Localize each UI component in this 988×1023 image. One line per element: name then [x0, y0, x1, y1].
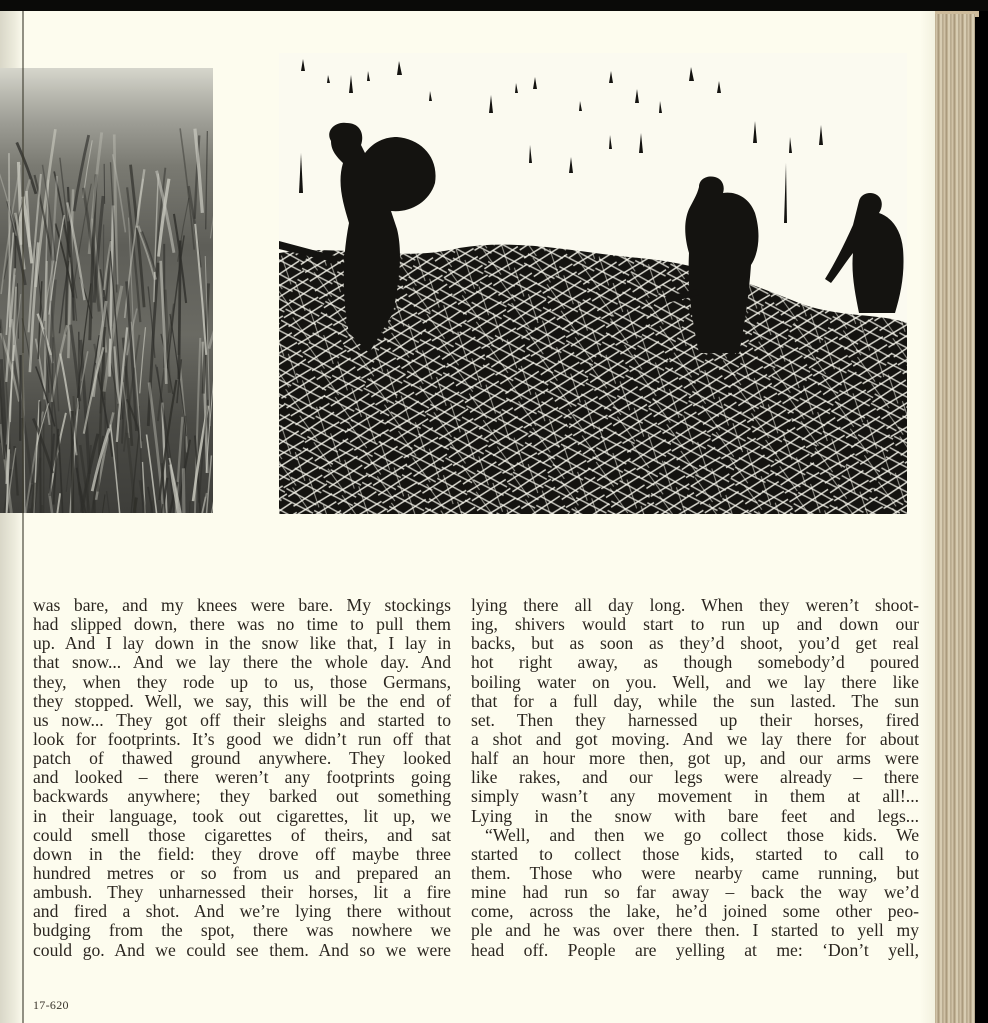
soldiers-photograph	[279, 53, 907, 514]
text-line: them. Those who were nearby came running, but	[471, 862, 919, 883]
soldiers-silhouette	[279, 53, 907, 514]
text-line: could go. And we could see them. And so we were	[33, 939, 451, 960]
text-line: half an hour more then, got up, and our arms were	[471, 748, 919, 769]
grass-stroke	[187, 501, 190, 513]
grass-stroke	[195, 224, 206, 355]
text-line: us now... They got off their sleighs and started to	[33, 709, 451, 730]
text-line: that snow... And we lay there the whole day. And	[33, 652, 451, 673]
text-line: ambush. They unharnessed their horses, lit a fire	[33, 882, 451, 903]
grass-stroke	[94, 500, 97, 513]
text-line: set. Then they harnessed up their horses, fired	[471, 709, 919, 730]
grass-stroke	[209, 306, 213, 349]
grass-stroke	[178, 198, 189, 262]
gutter-line	[22, 11, 24, 1023]
grass-stroke	[127, 433, 141, 513]
page-folio: 17-620	[33, 998, 69, 1012]
text-line: like rakes, and our legs were already – there	[471, 767, 919, 788]
page-fore-edge-shading	[920, 11, 936, 1023]
grass-stroke	[107, 491, 113, 513]
text-line: patch of thawed ground anywhere. They looked	[33, 748, 451, 769]
grass-stroke	[210, 134, 213, 238]
grass-stroke	[140, 327, 146, 393]
scan-top-band	[0, 0, 988, 11]
grass-stroke	[206, 131, 208, 229]
text-line: could smell those cigarettes of theirs, and sat	[33, 824, 451, 845]
text-line: in their language, took out cigarettes, lit up, we	[33, 805, 451, 826]
grass-stroke	[137, 169, 145, 227]
text-line: Lying in the snow with bare feet and legs...	[471, 805, 919, 826]
text-line: ing, shivers would start to run up and down our	[471, 614, 919, 635]
grass-stroke	[72, 411, 73, 513]
text-line: had slipped down, there was no time to pull them	[33, 614, 451, 635]
grass-stroke	[183, 468, 185, 513]
text-line: they, when they rode up to us, those Germans,	[33, 671, 451, 692]
text-line: boiling water on you. Well, and we lay there like	[471, 671, 919, 692]
text-line: come, across the lake, he’d joined some other peo-	[471, 901, 919, 922]
text-line: backs, but as soon as they’d shoot, you’d get real	[471, 633, 919, 654]
text-line: and fired a shot. And we’re lying there without	[33, 901, 451, 922]
text-line: ple and he was over there then. I started to yell my	[471, 920, 919, 941]
grass-stroke	[110, 205, 114, 376]
text-line: mine had run so far away – back the way we’d	[471, 882, 919, 903]
text-line: “Well, and then we go collect those kids. We	[485, 824, 919, 845]
text-line: head off. People are yelling at me: ‘Don’t yell,	[471, 939, 919, 960]
grass-photograph	[0, 68, 213, 513]
grass-stroke	[40, 401, 41, 513]
text-line: hot right away, as though somebody’d poured	[471, 652, 919, 673]
text-line: a shot and got moving. And we lay there for about	[471, 728, 919, 749]
text-line: simply wasn’t any movement in them at all!...	[471, 786, 919, 807]
text-line: they stopped. Well, we say, this will be the end of	[33, 690, 451, 711]
text-line: up. And I lay down in the snow like that, I lay in	[33, 633, 451, 654]
text-line: hundred metres or so from us and prepared an	[33, 862, 451, 883]
text-line: lying there all day long. When they weren’t shoot-	[471, 595, 919, 615]
text-line: that for a full day, while the sun lasted. The sun	[471, 690, 919, 711]
text-line: budging from the spot, there was nowhere we	[33, 920, 451, 941]
text-column-right	[471, 596, 919, 960]
text-line: down in the field: they drove off maybe three	[33, 843, 451, 864]
grass-stroke	[0, 206, 1, 333]
text-line: backwards anywhere; they barked out something	[33, 786, 451, 807]
text-line: and looked – there weren’t any footprints going	[33, 767, 451, 788]
page-block-edges	[935, 14, 975, 1023]
grass-stroke	[142, 232, 155, 272]
grass-strokes	[0, 68, 213, 513]
text-line: started to collect those kids, started to call to	[471, 843, 919, 864]
text-line: look for footprints. It’s good we didn’t run off that	[33, 728, 451, 749]
text-column-left	[33, 596, 451, 960]
text-line: was bare, and my knees were bare. My stockings	[33, 595, 451, 615]
